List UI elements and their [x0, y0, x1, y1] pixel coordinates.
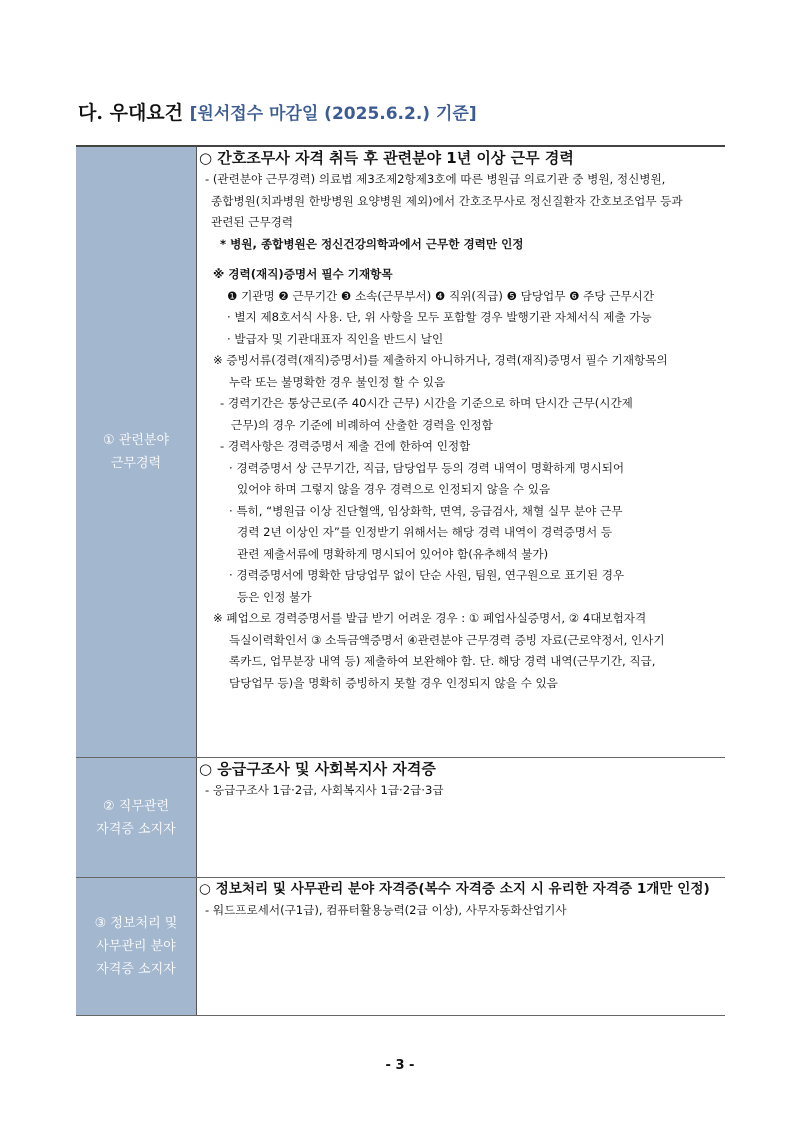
table-row [76, 758, 725, 878]
text-line: * 병원, 종합병원은 정신건강의학과에서 근무한 경력만 인정 [220, 236, 524, 251]
text-line: · 경력증명서에 명확한 담당업무 없이 단순 사원, 팀원, 연구원으로 표기된 경우 [229, 568, 625, 582]
table-row [76, 146, 725, 758]
label-line: 사무관리 분야 [96, 939, 176, 954]
table-row [76, 878, 725, 1016]
text-line: · 발급자 및 기관대표자 직인을 반드시 날인 [227, 331, 444, 346]
label-line: ③ 정보처리 및 [94, 916, 178, 931]
text-line: 등은 인정 불가 [237, 589, 312, 604]
text-line: · 경력증명서 상 근무기간, 직급, 담당업무 등의 경력 내역이 명확하게 명시되어 [229, 460, 625, 475]
text-line: ※ 경력(재직)증명서 필수 기재항목 [213, 267, 393, 281]
item-heading: ○ 간호조무사 자격 취득 후 관련분야 1년 이상 근무 경력 [199, 149, 574, 167]
text-line: 담당업무 등)을 명확히 증빙하지 못할 경우 인정되지 않을 수 있음 [229, 675, 558, 690]
text-line: · 특히, “병원급 이상 진단혈액, 임상화학, 면역, 응급검사, 채혈 실무 분야 근무 [229, 503, 623, 518]
row-label [76, 878, 197, 1016]
row-content [197, 758, 726, 878]
item-heading: ○ 정보처리 및 사무관리 분야 자격증(복수 자격증 소지 시 유리한 자격증 1개만 인정) [199, 881, 710, 897]
heading-deadline: [원서접수 마감일 (2025.6.2.) 기준] [189, 104, 477, 124]
page-number: - 3 - [385, 1058, 415, 1073]
text-line: - (관련분야 근무경력) 의료법 제3조제2항제3호에 따른 병원급 의료기관 중 병원, 정신병원, [205, 172, 666, 186]
label-line: 자격증 소지자 [96, 962, 176, 977]
label-line: 자격증 소지자 [96, 821, 176, 837]
row-content [197, 146, 726, 758]
row-label [76, 146, 197, 758]
text-line: 근무)의 경우 기준에 비례하여 산출한 경력을 인정함 [231, 417, 493, 432]
text-line: - 응급구조사 1급·2급, 사회복지사 1급·2급·3급 [205, 783, 444, 797]
text-line: ※ 증빙서류(경력(재직)증명서)를 제출하지 아니하거나, 경력(재직)증명서 필수 기재항목의 [213, 353, 668, 367]
text-line: 관련된 근무경력 [211, 215, 294, 229]
text-line: - 워드프로세서(구1급), 컴퓨터활용능력(2급 이상), 사무자동화산업기사 [205, 903, 567, 917]
requirements-table [76, 145, 725, 1016]
text-line: - 경력사항은 경력증명서 제출 건에 한하여 인정함 [220, 439, 471, 453]
label-line: ② 직무관련 [102, 798, 170, 814]
item-heading: ○ 응급구조사 및 사회복지사 자격증 [199, 760, 436, 778]
text-line: ※ 폐업으로 경력증명서를 발급 받기 어려운 경우 : ① 폐업사실증명서, ② 4대보험자격 [213, 611, 647, 625]
text-line: 누락 또는 불명확한 경우 불인정 할 수 있음 [229, 374, 446, 389]
text-line: ❶ 기관명 ❷ 근무기간 ❸ 소속(근무부서) ❹ 직위(직급) ❺ 담당업무 ❻ 주당 근무시간 [227, 288, 655, 303]
text-line: 득실이력확인서 ③ 소득금액증명서 ④관련분야 근무경력 증빙 자료(근로약정서, 인사기 [229, 632, 665, 647]
heading-prefix: 다. 우대요건 [78, 102, 190, 124]
label-line: 근무경력 [110, 456, 162, 471]
row-label [76, 758, 197, 878]
row-content [197, 878, 726, 1016]
section-heading [78, 98, 477, 125]
text-line: 관련 제출서류에 명확하게 명시되어 있어야 함(유추해석 불가) [237, 546, 549, 561]
label-line: ① 관련분야 [102, 433, 170, 448]
text-line: 있어야 하며 그렇지 않을 경우 경력으로 인정되지 않을 수 있음 [237, 482, 551, 496]
text-line: · 별지 제8호서식 사용. 단, 위 사항을 모두 포함할 경우 발행기관 자체서식 제출 가능 [227, 310, 652, 324]
text-line: 종합병원(치과병원 한방병원 요양병원 제외)에서 간호조무사로 정신질환자 간호보조업무 등과 [211, 193, 683, 208]
text-line: - 경력기간은 통상근로(주 40시간 근무) 시간을 기준으로 하며 단시간 근무(시간제 [220, 396, 633, 410]
text-line: 록카드, 업무분장 내역 등) 제출하여 보완해야 함. 단. 해당 경력 내역(근무기간, 직급, [229, 654, 656, 668]
text-line: 경력 2년 이상인 자”를 인정받기 위해서는 해당 경력 내역이 경력증명서 등 [237, 525, 613, 539]
